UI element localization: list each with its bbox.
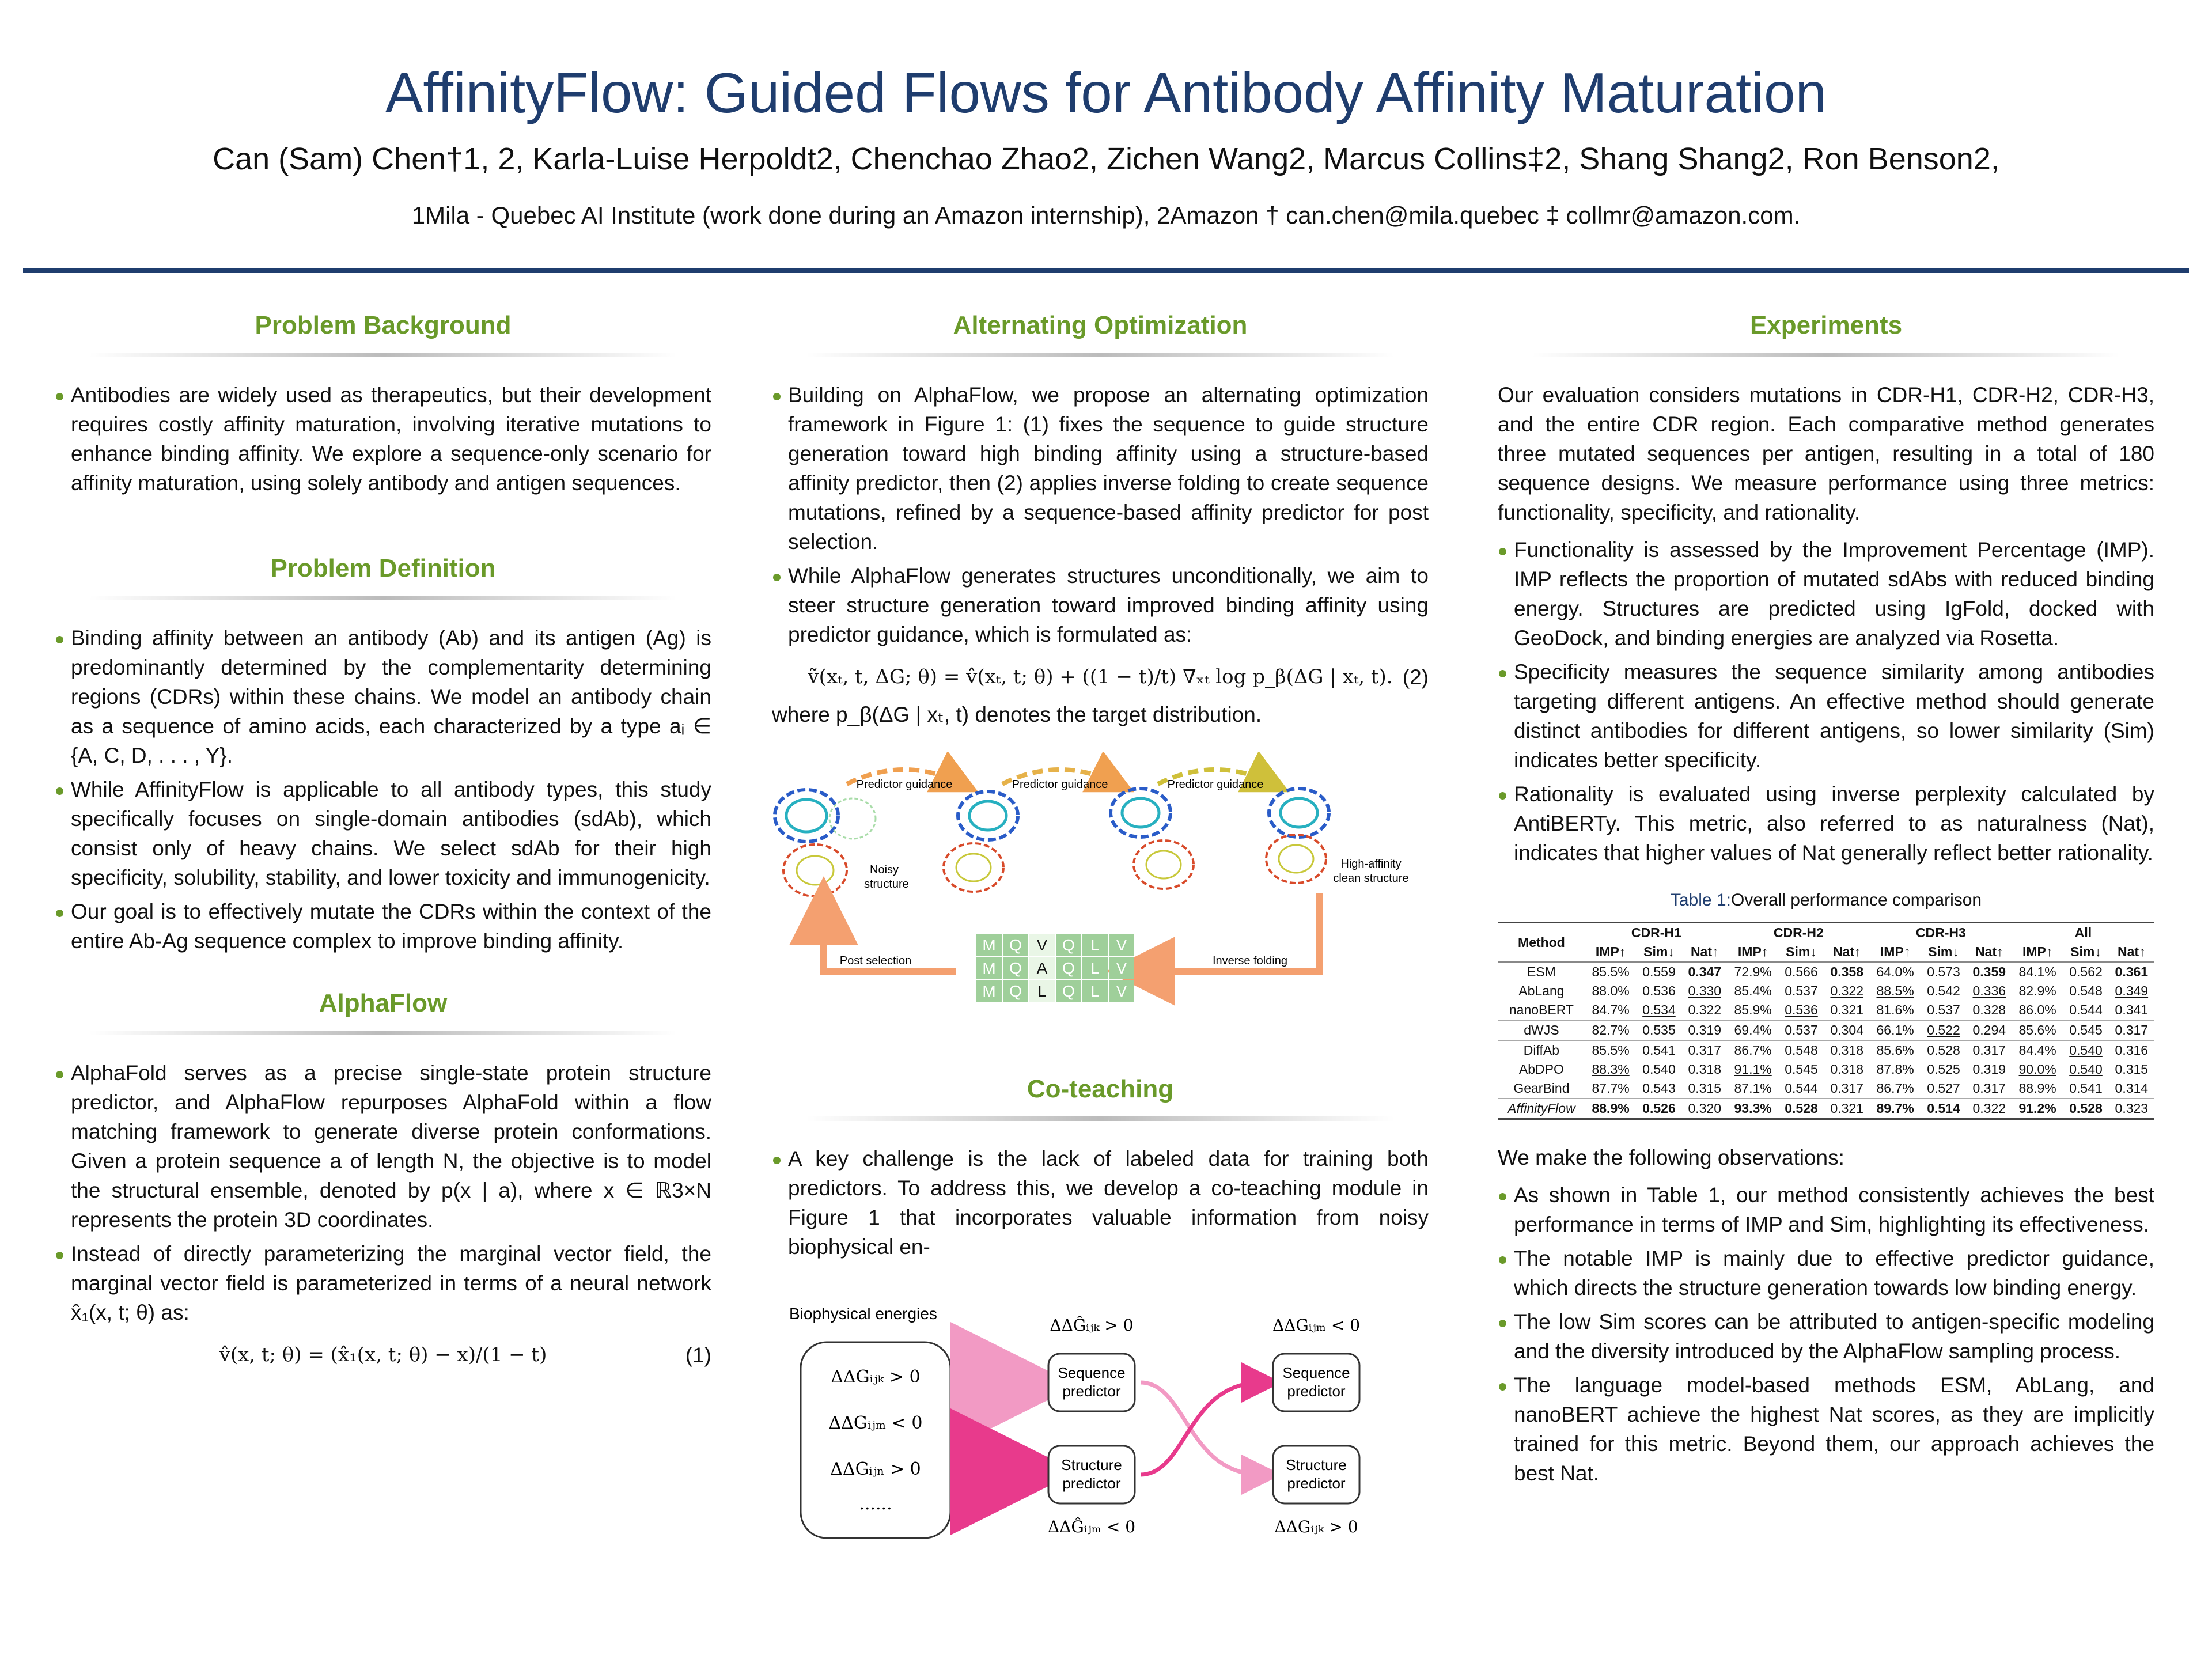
table-cell: 0.322 [1688,1002,1721,1017]
poster-header [0,0,2212,276]
guidance-label: Predictor guidance [1012,778,1108,791]
table-cell: 89.7% [1870,1099,1921,1119]
equation-2 [772,654,1429,700]
table-row [1498,962,2154,982]
label-top-right: ΔΔGᵢⱼₘ < 0 [1272,1316,1361,1335]
table-cell: 0.318 [1824,1040,1870,1060]
cross-arrow-sequence-to-structure [1141,1382,1262,1475]
table-cell: 0.566 [1785,964,1818,979]
equation-1 [55,1332,711,1378]
table-cell: 0.545 [2063,1020,2108,1040]
section-divider [89,596,677,600]
table-cell: 0.317 [1967,1040,2012,1060]
method-name: AffinityFlow [1498,1099,1585,1119]
section-title-problem-definition: Problem Definition [270,554,496,582]
structure-predictor-label: predictor [1062,1475,1121,1492]
table-row [1498,1040,2154,1060]
method-name: ESM [1527,964,1556,979]
table-row [1498,1099,2154,1119]
section-title-alternating-optimization: Alternating Optimization [953,311,1248,339]
table-cell: 0.541 [2069,1081,2103,1096]
sequence-residue: L [1037,982,1047,1000]
table-caption-label: Table 1: [1670,891,1731,910]
table-cell: 87.8% [1876,1062,1914,1077]
bullet-list-definition [55,623,711,956]
table-cell: 0.321 [1824,1099,1870,1119]
table-cell: 84.4% [2012,1040,2063,1060]
sequence-residue: Q [1062,959,1075,977]
table-cell: 0.535 [1636,1020,1681,1040]
sequence-residue: Q [1009,959,1022,977]
table-caption-text: Overall performance comparison [1730,891,1982,910]
section-title-experiments: Experiments [1749,311,1903,339]
table-sub-header [1498,942,2154,962]
sequence-residue: V [1116,959,1127,977]
protein-structure-2 [944,791,1018,892]
group-header: CDR-H1 [1631,925,1681,940]
metric-header: Nat↑ [1832,944,1861,959]
structure-predictor-label: predictor [1287,1475,1346,1492]
section-divider [1532,353,2120,357]
table-caption [1498,891,2154,910]
sequence-residue: Q [1009,936,1022,954]
equation-2-number: (2) [1402,665,1429,689]
sequence-residue: L [1090,982,1100,1000]
bullet-item: Instead of directly parameterizing the marginal vector field, the marginal vector field is parameterized in terms of a neural network x̂₁(x, t; θ) as: [55,1239,711,1327]
bullet-item: Specificity measures the sequence similarity among antibodies targeting different antigens. An effective method should generate distinct antibodies for different antigens, so lower similarity (Sim) indicates better specificity. [1498,657,2154,775]
protein-structure-4 [1266,789,1329,883]
bullet-item: Antibodies are widely used as therapeutics, but their development requires costly affinity maturation, involving iterative mutations to enhance binding affinity. We explore a sequence-only scenario for affinity maturation, using solely antibody and antigen sequences. [55,380,711,498]
bullet-item: The low Sim scores can be attributed to antigen-specific modeling and the diversity introduced by the AlphaFlow sampling process. [1498,1307,2154,1366]
post-selection-label: Post selection [839,955,912,967]
table-cell: 88.0% [1592,983,1630,998]
table-cell: 0.528 [1921,1040,1966,1060]
section-divider [806,1116,1394,1121]
column-left [55,311,711,1378]
table-cell: 88.3% [1592,1062,1630,1077]
table-cell: 90.0% [2018,1062,2056,1077]
sequence-residue: Q [1062,936,1075,954]
table-cell: 0.562 [2069,964,2103,979]
table-cell: 0.536 [1785,1002,1818,1017]
method-header: Method [1518,934,1565,950]
metric-header: Sim↓ [2070,944,2101,959]
sequence-residue: M [982,936,996,954]
equation-2-body: ṽ(xₜ, t, ΔG; θ) = v̂(xₜ, t; θ) + ((1 − t)/t) ∇ₓₜ log p_β(ΔG | xₜ, t). [808,665,1393,688]
section-divider [89,353,677,357]
table-cell: 85.6% [1870,1040,1921,1060]
table-cell: 93.3% [1728,1099,1779,1119]
method-name: nanoBERT [1509,1002,1574,1017]
table-cell: 64.0% [1876,964,1914,979]
bullet-item: AlphaFold serves as a precise single-state protein structure predictor, and AlphaFlow repurposes AlphaFold within a flow matching framework to generate diverse protein conformations. Given a protein sequence a of length N, the objective is to model the structural ensemble, denoted by p(x | a), where x ∈ ℝ3×N represents the protein 3D coordinates. [55,1058,711,1234]
table-cell: 0.544 [1785,1081,1818,1096]
table-cell: 0.528 [2063,1099,2108,1119]
metric-header: Nat↑ [1975,944,2003,959]
clean-label: High-affinity [1340,858,1402,870]
table-cell: 87.1% [1734,1081,1772,1096]
metric-header: Sim↓ [1643,944,1675,959]
section-title-alphaflow: AlphaFlow [319,989,448,1017]
table-cell: 0.317 [1682,1040,1728,1060]
equation-2-explanation: where p_β(ΔG | xₜ, t) denotes the target distribution. [772,703,1262,726]
table-cell: 0.323 [2109,1099,2154,1119]
table-cell: 88.9% [2018,1081,2056,1096]
bullet-item: Rationality is evaluated using inverse perplexity calculated by AntiBERTy. This metric, also referred to as naturalness (Nat), indicates that higher values of Nat generally reflect better rationality. [1498,779,2154,868]
metric-header: IMP↑ [1595,944,1626,959]
observations-intro: We make the following observations: [1498,1146,1844,1169]
table-cell: 86.7% [1876,1081,1914,1096]
table-cell: 0.559 [1642,964,1676,979]
inverse-folding-label: Inverse folding [1212,955,1288,967]
experiments-intro: Our evaluation considers mutations in CDR-H1, CDR-H2, CDR-H3, and the entire CDR region. Each comparative method generates three mutated sequences per antigen, resulting in a total of 180 sequence designs. We measure performance using three metrics: functionality, specificity, and rationality. [1498,383,2154,524]
guidance-label: Predictor guidance [1167,778,1264,791]
sequence-residue: M [982,982,996,1000]
table-row [1498,1020,2154,1040]
author-list: Can (Sam) Chen†1, 2, Karla-Luise Herpoldt2, Chenchao Zhao2, Zichen Wang2, Marcus Collins‡2, Shang Shang2, Ron Benson2, [213,142,1999,176]
method-name: AbDPO [1518,1062,1564,1077]
table-cell: 91.2% [2012,1099,2063,1119]
table-cell: 0.336 [1972,983,2006,998]
table-cell: 0.318 [1830,1062,1864,1077]
group-header: CDR-H2 [1773,925,1824,940]
table-cell: 87.7% [1592,1081,1630,1096]
metric-header: Nat↑ [2118,944,2146,959]
equation-1-body: v̂(x, t; θ) = (x̂₁(x, t; θ) − x)/(1 − t) [219,1343,547,1366]
table-cell: 0.347 [1688,964,1721,979]
cross-arrow-structure-to-sequence [1141,1382,1262,1475]
table-cell: 85.4% [1734,983,1772,998]
noisy-label: Noisy [870,863,899,876]
table-row [1498,1001,2154,1020]
table-cell: 0.317 [1830,1081,1864,1096]
structure-predictor-label: Structure [1061,1456,1122,1474]
energy-line: ΔΔGᵢⱼₘ < 0 [828,1413,923,1433]
table-cell: 0.548 [2069,983,2103,998]
biophysical-energies-title: Biophysical energies [789,1305,937,1323]
table-cell: 84.7% [1592,1002,1630,1017]
table-cell: 86.0% [2018,1002,2056,1017]
clean-label: clean structure [1333,872,1409,885]
table-cell: 84.1% [2018,964,2056,979]
table-cell: 85.5% [1585,1040,1637,1060]
table-cell: 0.526 [1636,1099,1681,1119]
table-cell: 0.537 [1785,983,1818,998]
table-cell: 91.1% [1734,1062,1772,1077]
sequence-predictor-label: Sequence [1282,1364,1350,1381]
table-cell: 0.543 [1642,1081,1676,1096]
sequence-residue: L [1090,959,1100,977]
table-cell: 0.358 [1830,964,1864,979]
table-cell: 0.359 [1972,964,2006,979]
table-cell: 82.9% [2018,983,2056,998]
table-cell: 85.6% [2012,1020,2063,1040]
sequence-residue: Q [1062,982,1075,1000]
table-cell: 0.341 [2115,1002,2149,1017]
sequence-residue: L [1090,936,1100,954]
bullet-item: Building on AlphaFlow, we propose an alternating optimization framework in Figure 1: (1) fixes the sequence to guide structure generation toward high binding affinity using a structure-based affinity predictor, then (2) applies inverse folding to create sequence mutations, refined by a sequence-based affinity predictor for post selection. [772,380,1429,556]
results-table [1498,922,2154,1120]
table-cell: 0.573 [1927,964,1960,979]
table-cell: 0.315 [2115,1062,2149,1077]
label-top-left: ΔΔĜᵢⱼₖ > 0 [1050,1316,1134,1335]
sequence-residue: A [1036,959,1048,977]
method-name: DiffAb [1498,1040,1585,1060]
equation-1-number: (1) [685,1343,711,1367]
table-cell: 0.548 [1778,1040,1824,1060]
bullet-item: Our goal is to effectively mutate the CDRs within the context of the entire Ab-Ag sequence complex to improve binding affinity. [55,897,711,956]
group-header: All [2074,925,2092,940]
table-cell: 82.7% [1585,1020,1637,1040]
figure-alternating-optimization [772,752,1429,1040]
protein-structure-1 [775,790,876,896]
metric-header: IMP↑ [2022,944,2053,959]
bullet-item: A key challenge is the lack of labeled data for training both predictors. To address this, we develop a co-teaching module in Figure 1 that incorporates valuable information from noisy biophysical en- [772,1144,1429,1262]
guidance-label: Predictor guidance [856,778,953,791]
table-cell: 0.522 [1921,1020,1966,1040]
table-cell: 0.541 [1636,1040,1681,1060]
figure-co-teaching [772,1285,1429,1561]
metric-header: Sim↓ [1928,944,1959,959]
sequence-predictor-label: Sequence [1058,1364,1126,1381]
table-cell: 69.4% [1728,1020,1779,1040]
bullet-list-observations [1498,1180,2154,1488]
table-row [1498,1060,2154,1079]
section-divider [806,353,1394,357]
section-title-problem-background: Problem Background [255,311,512,339]
label-bottom-left: ΔΔĜᵢⱼₘ < 0 [1047,1517,1136,1536]
table-cell: 0.315 [1688,1081,1721,1096]
table-cell: 0.330 [1688,983,1721,998]
table-cell: 0.322 [1830,983,1864,998]
noisy-label: structure [864,878,909,891]
table-cell: 88.5% [1876,983,1914,998]
energy-line: ΔΔGᵢⱼₙ > 0 [830,1459,921,1479]
bullet-item: While AffinityFlow is applicable to all antibody types, this study specifically focuses on single-domain antibodies (sdAb), which consist only of heavy chains. We select sdAb for their high specificity, solubility, stability, and lower toxicity and immunogenicity. [55,775,711,892]
table-cell: 0.320 [1682,1099,1728,1119]
table-cell: 0.540 [1642,1062,1676,1077]
bullet-item: Binding affinity between an antibody (Ab) and its antigen (Ag) is predominantly determined by the complementarity determining regions (CDRs) within these chains. We model an antibody chain as a sequence of amino acids, each characterized by a type aᵢ ∈ {A, C, D, . . . , Y}. [55,623,711,770]
table-cell: 0.536 [1642,983,1676,998]
bullet-item: Functionality is assessed by the Improvement Percentage (IMP). IMP reflects the proportion of mutated sdAbs with reduced binding energy. Structures are predicted using IgFold, docked with GeoDock, and binding energies are analyzed via Rosetta. [1498,535,2154,653]
table-cell: 72.9% [1734,964,1772,979]
table-body [1498,962,2154,1119]
label-bottom-right: ΔΔGᵢⱼₖ > 0 [1274,1517,1358,1536]
bullet-list-alphaflow [55,1058,711,1327]
sequence-residue: V [1036,936,1048,954]
method-name: dWJS [1498,1020,1585,1040]
sequence-predictor-label: predictor [1287,1382,1346,1400]
table-cell: 0.514 [1921,1099,1966,1119]
bullet-item: The language model-based methods ESM, AbLang, and nanoBERT achieve the highest Nat scores, as they are implicitly trained for this metric. Beyond them, our approach achieves the best Nat. [1498,1370,2154,1488]
table-cell: 85.5% [1592,964,1630,979]
table-cell: 0.527 [1927,1081,1960,1096]
table-cell: 66.1% [1870,1020,1921,1040]
table-cell: 0.318 [1688,1062,1721,1077]
table-row [1498,982,2154,1001]
table-cell: 0.534 [1642,1002,1676,1017]
figure-co-teaching-diagram [772,1285,1429,1561]
sequence-grid [976,934,1134,1002]
sequence-residue: V [1116,982,1127,1000]
sequence-residue: M [982,959,996,977]
table-cell: 0.314 [2115,1081,2149,1096]
bullet-list-metrics [1498,535,2154,868]
method-name: GearBind [1513,1081,1570,1096]
energy-line: ...... [859,1494,892,1514]
energy-line: ΔΔGᵢⱼₖ > 0 [831,1367,921,1387]
metric-header: Nat↑ [1690,944,1719,959]
table-cell: 0.540 [2063,1040,2108,1060]
bullet-item: As shown in Table 1, our method consistently achieves the best performance in terms of IMP and Sim, highlighting its effectiveness. [1498,1180,2154,1239]
table-cell: 0.544 [2069,1002,2103,1017]
group-header: CDR-H3 [1915,925,1966,940]
table-cell: 0.319 [1972,1062,2006,1077]
table-cell: 0.537 [1927,1002,1960,1017]
sequence-residue: Q [1009,982,1022,1000]
section-title-co-teaching: Co-teaching [1027,1075,1174,1103]
metric-header: Sim↓ [1786,944,1817,959]
protein-structure-3 [1111,789,1194,889]
table-cell: 81.6% [1876,1002,1914,1017]
section-divider [89,1031,677,1035]
bullet-item: The notable IMP is mainly due to effective predictor guidance, which directs the structure generation towards low binding energy. [1498,1244,2154,1302]
header-rule [23,268,2189,273]
table-cell: 85.9% [1734,1002,1772,1017]
column-middle [772,311,1429,1561]
metric-header: IMP↑ [1880,944,1911,959]
table-cell: 0.317 [2109,1020,2154,1040]
table-cell: 0.542 [1927,983,1960,998]
figure-1-diagram [772,752,1429,1040]
bullet-list-co-teaching [772,1144,1429,1262]
table-cell: 0.316 [2109,1040,2154,1060]
table-cell: 0.537 [1778,1020,1824,1040]
table-row [1498,1079,2154,1099]
column-right [1498,311,2154,1493]
poster-title: AffinityFlow: Guided Flows for Antibody Affinity Maturation [385,61,1827,124]
table-cell: 0.525 [1927,1062,1960,1077]
sequence-predictor-label: predictor [1062,1382,1121,1400]
table-cell: 0.294 [1967,1020,2012,1040]
structure-predictor-label: Structure [1286,1456,1347,1474]
table-cell: 0.317 [1972,1081,2006,1096]
bullet-list-alternating [772,380,1429,649]
table-cell: 86.7% [1728,1040,1779,1060]
bullet-item: While AlphaFlow generates structures unconditionally, we aim to steer structure generation toward improved binding affinity using predictor guidance, which is formulated as: [772,561,1429,649]
table-cell: 0.321 [1830,1002,1864,1017]
table-cell: 0.322 [1967,1099,2012,1119]
table-cell: 0.540 [2069,1062,2103,1077]
table-cell: 88.9% [1585,1099,1637,1119]
table-cell: 0.319 [1682,1020,1728,1040]
table-cell: 0.545 [1785,1062,1818,1077]
table-cell: 0.328 [1972,1002,2006,1017]
sequence-residue: V [1116,936,1127,954]
method-name: AbLang [1518,983,1565,998]
table-cell: 0.349 [2115,983,2149,998]
bullet-list-background [55,380,711,498]
table-cell: 0.304 [1824,1020,1870,1040]
affiliations: 1Mila - Quebec AI Institute (work done during an Amazon internship), 2Amazon † can.chen@mila.quebec ‡ collmr@amazon.com. [411,202,1801,229]
table-group-header [1498,923,2154,943]
table-cell: 0.528 [1778,1099,1824,1119]
table-cell: 0.361 [2115,964,2149,979]
metric-header: IMP↑ [1737,944,1768,959]
